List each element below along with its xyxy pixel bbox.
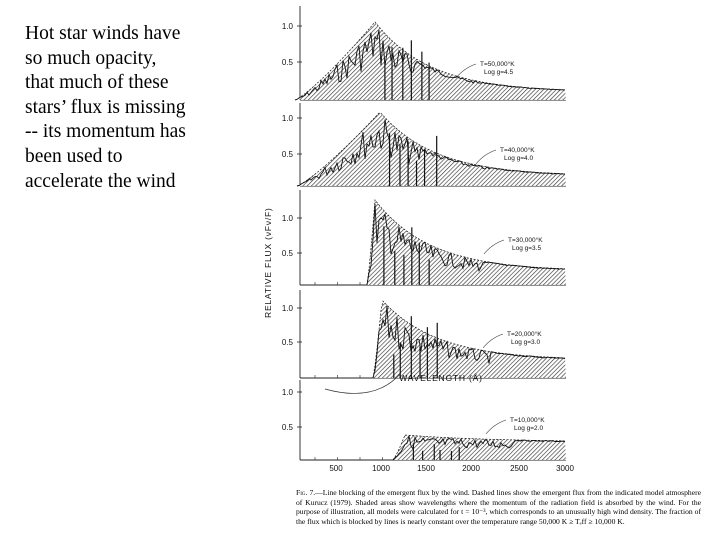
slide-text-line: that much of these bbox=[25, 72, 169, 94]
slide-text-line: been used to bbox=[25, 145, 123, 167]
caption-lead: Fig. 7. bbox=[296, 488, 316, 497]
y-tick-label: 0.5 bbox=[281, 423, 293, 432]
y-tick-label: 1.0 bbox=[281, 214, 293, 223]
panel-temperature-label: T=30,000°K bbox=[508, 237, 543, 244]
label-leader-line bbox=[456, 64, 476, 78]
x-tick-label: 1500 bbox=[417, 464, 435, 473]
panel-temperature-label: T=10,000°K bbox=[510, 417, 545, 424]
y-tick-label: 0.5 bbox=[281, 338, 293, 347]
panel-logg-label: Log g=4.5 bbox=[484, 69, 514, 76]
x-tick-label: 2500 bbox=[510, 464, 528, 473]
label-leader-line bbox=[483, 334, 503, 348]
panel-logg-label: Log g=2.0 bbox=[514, 425, 544, 432]
blocked-flux-area bbox=[295, 22, 566, 100]
panel-logg-label: Log g=4.0 bbox=[504, 155, 534, 162]
y-tick-label: 1.0 bbox=[281, 388, 293, 397]
x-tick-label: 2000 bbox=[462, 464, 480, 473]
x-axis-label: WAVELENGTH (Å) bbox=[399, 373, 483, 383]
x-tick-label: 500 bbox=[329, 464, 343, 473]
y-tick-label: 0.5 bbox=[281, 150, 293, 159]
label-leader-line bbox=[484, 240, 504, 254]
spectra-figure bbox=[255, 0, 585, 488]
panel-logg-label: Log g=3.5 bbox=[512, 245, 542, 252]
slide-text-line: accelerate the wind bbox=[25, 170, 176, 192]
caption-text: —Line blocking of the emergent flux by the wind. Dashed lines show the emergent flux from the indicated model atmosphere of Kurucz (1979). Shaded areas show wavelengths where the momentum of the radiation field is absorbed by the wind. For the purpose of illustration, all models were calculated for t = 10⁻³, which corresponds to an unusually high wind density. The fraction of the flux which is blocked by lines is nearly constant over the temperature range 50,000 K ≥ Tₑff ≥ 10,000 K. bbox=[296, 488, 702, 527]
x-tick-label: 1000 bbox=[372, 464, 390, 473]
x-tick-label: 3000 bbox=[556, 464, 574, 473]
panel-temperature-label: T=20,000°K bbox=[507, 331, 542, 338]
panel-temperature-label: T=50,000°K bbox=[480, 61, 515, 68]
y-tick-label: 1.0 bbox=[281, 304, 293, 313]
slide-text-line: so much opacity, bbox=[25, 47, 157, 69]
slide-text bbox=[25, 22, 255, 194]
panel-temperature-label: T=40,000°K bbox=[500, 147, 535, 154]
y-tick-label: 1.0 bbox=[281, 22, 293, 31]
label-leader-line bbox=[476, 150, 496, 164]
y-tick-label: 0.5 bbox=[281, 58, 293, 67]
panel-logg-label: Log g=3.0 bbox=[511, 339, 541, 346]
figure-caption bbox=[296, 488, 701, 527]
slide-text-line: -- its momentum has bbox=[25, 121, 186, 143]
y-tick-label: 0.5 bbox=[281, 249, 293, 258]
panels-group bbox=[282, 6, 566, 460]
y-axis-label: RELATIVE FLUX (νFν/F) bbox=[263, 207, 273, 318]
slide-text-line: Hot star winds have bbox=[25, 23, 181, 44]
slide-text-line: stars’ flux is missing bbox=[25, 96, 186, 118]
y-tick-label: 1.0 bbox=[281, 114, 293, 123]
label-leader-line bbox=[486, 420, 506, 434]
